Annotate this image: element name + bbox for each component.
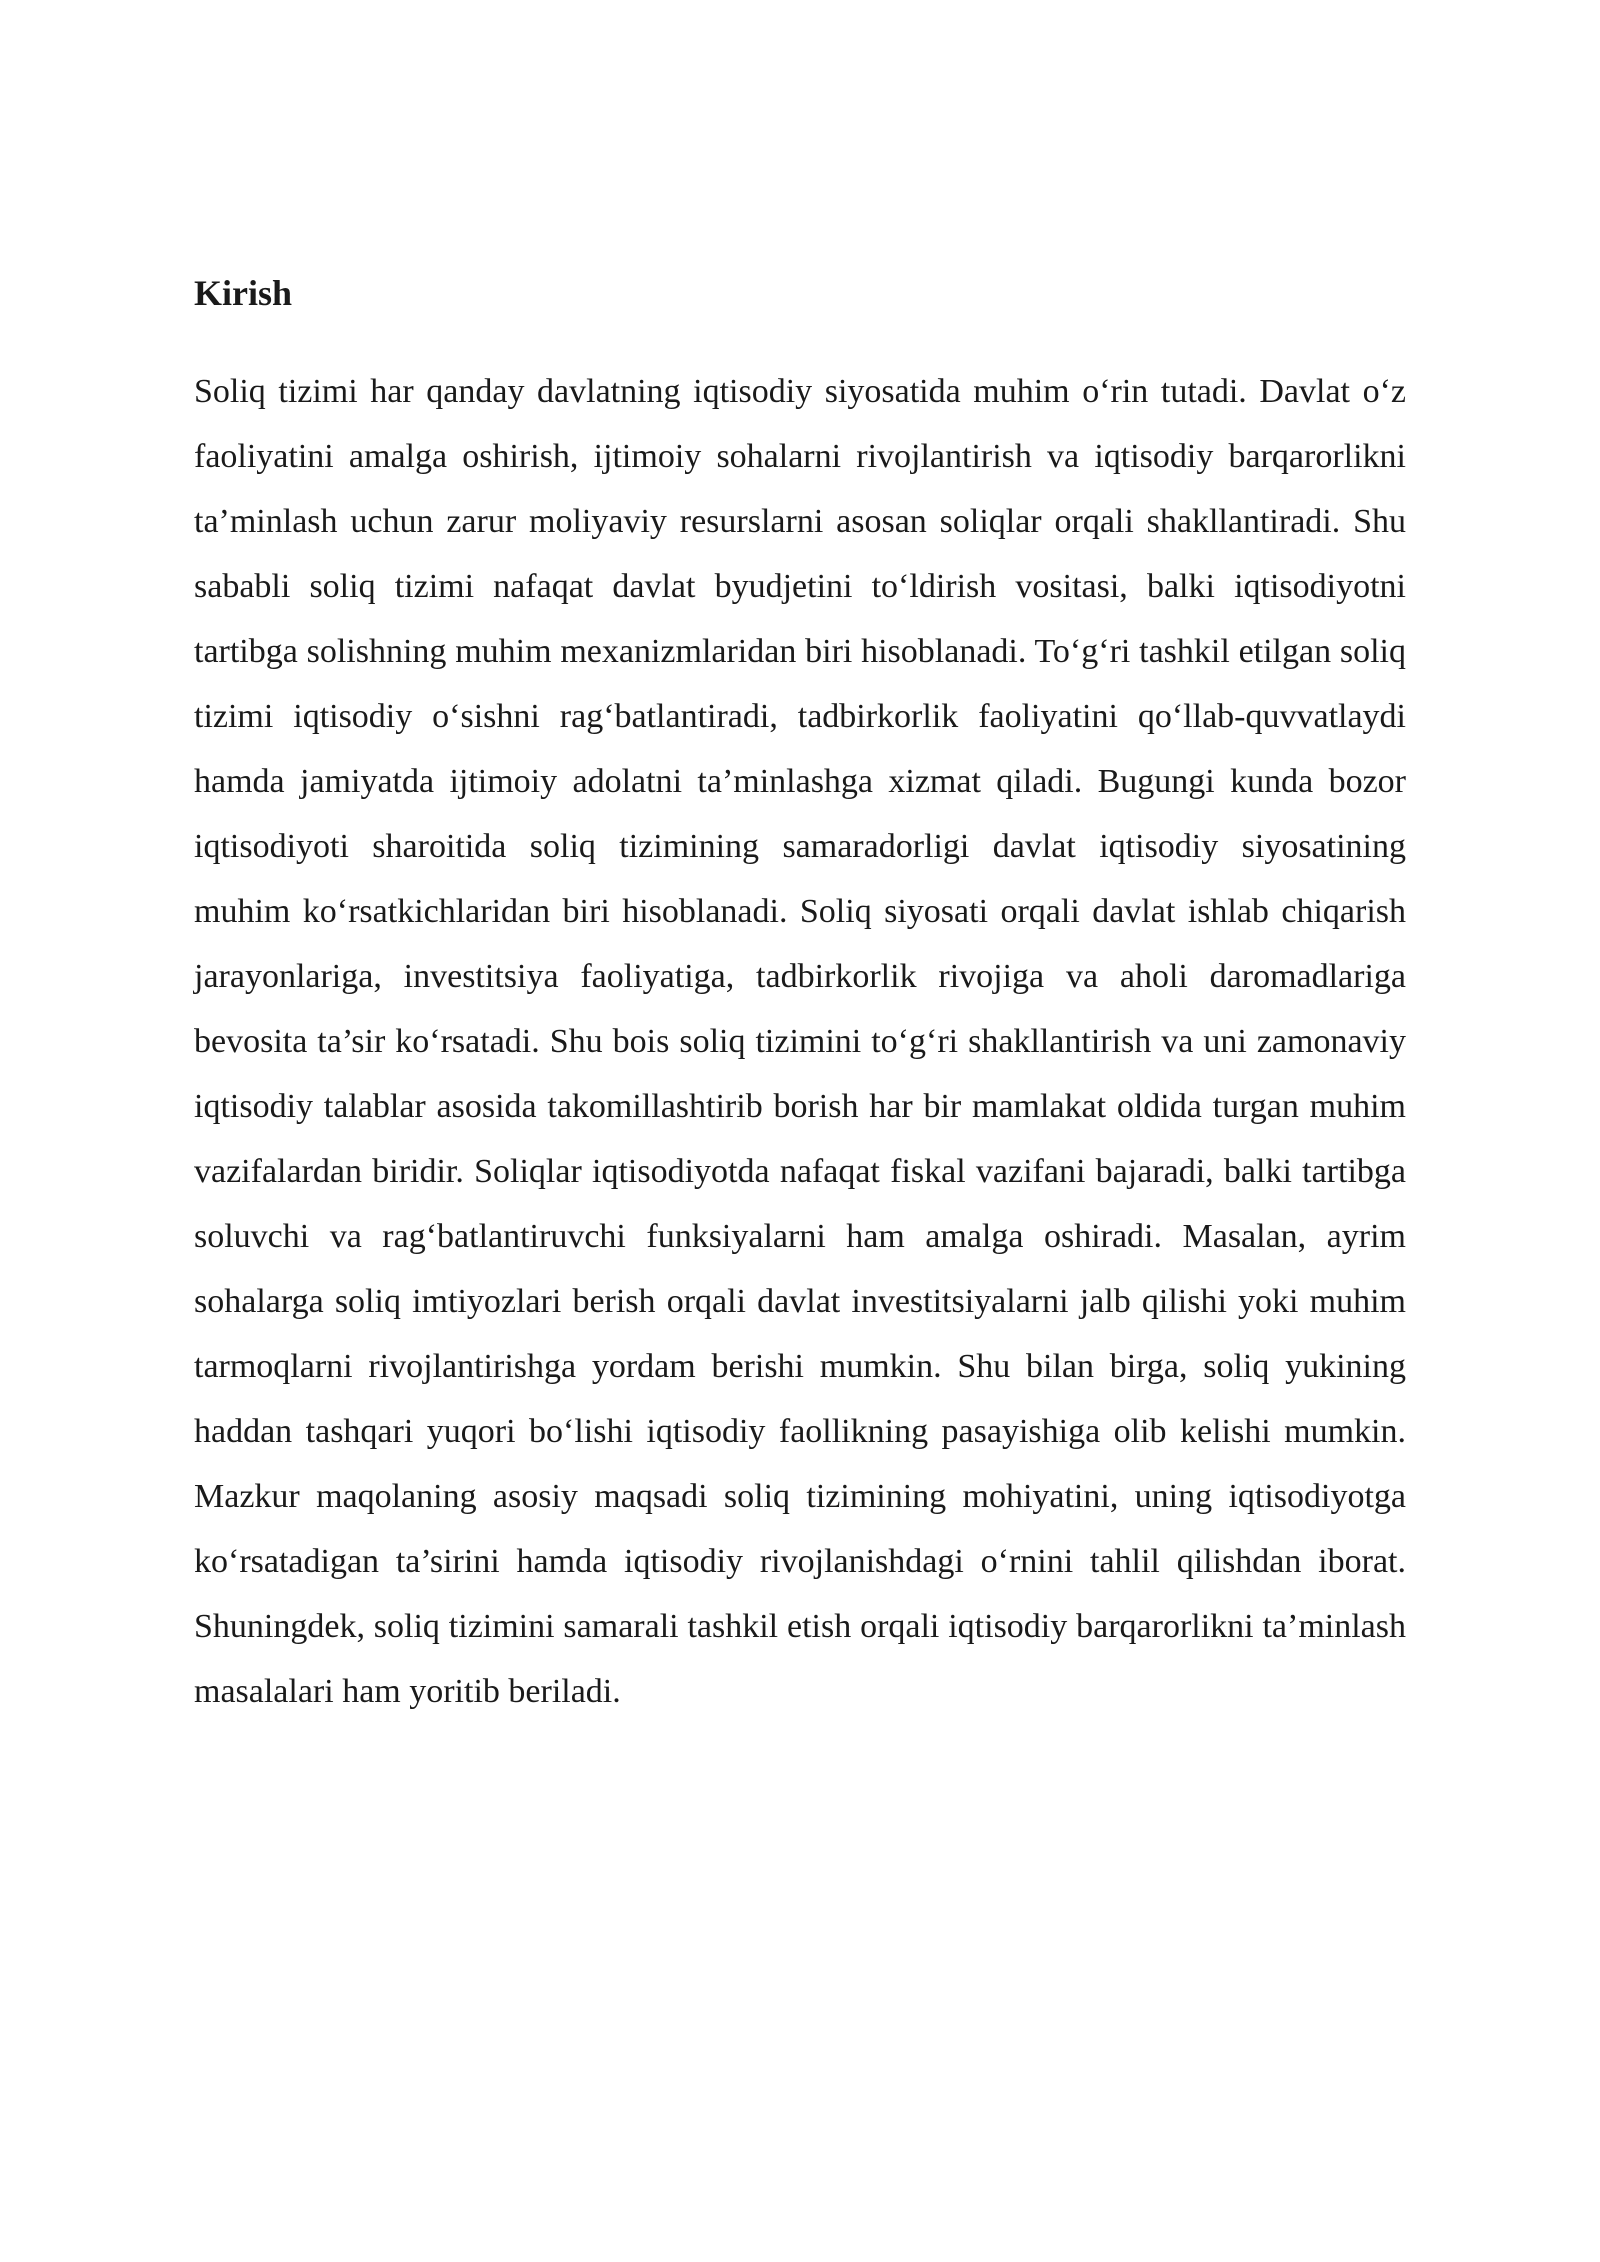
document-content bbox=[194, 270, 1406, 1724]
body-paragraph: Soliq tizimi har qanday davlatning iqtisodiy siyosatida muhim o‘rin tutadi. Davlat o‘z faoliyatini amalga oshirish, ijtimoiy sohalarni rivojlantirish va iqtisodiy barqarorlikni ta’minlash uchun zarur moliyaviy resurslarni asosan soliqlar orqali shakllantiradi. Shu sababli soliq tizimi nafaqat davlat byudjetini to‘ldirish vositasi, balki iqtisodiyotni tartibga solishning muhim mexanizmlaridan biri hisoblanadi. To‘g‘ri tashkil etilgan soliq tizimi iqtisodiy o‘sishni rag‘batlantiradi, tadbirkorlik faoliyatini qo‘llab-quvvatlaydi hamda jamiyatda ijtimoiy adolatni ta’minlashga xizmat qiladi. Bugungi kunda bozor iqtisodiyoti sharoitida soliq tizimining samaradorligi davlat iqtisodiy siyosatining muhim ko‘rsatkichlaridan biri hisoblanadi. Soliq siyosati orqali davlat ishlab chiqarish jarayonlariga, investitsiya faoliyatiga, tadbirkorlik rivojiga va aholi daromadlariga bevosita ta’sir ko‘rsatadi. Shu bois soliq tizimini to‘g‘ri shakllantirish va uni zamonaviy iqtisodiy talablar asosida takomillashtirib borish har bir mamlakat oldida turgan muhim vazifalardan biridir. Soliqlar iqtisodiyotda nafaqat fiskal vazifani bajaradi, balki tartibga soluvchi va rag‘batlantiruvchi funksiyalarni ham amalga oshiradi. Masalan, ayrim sohalarga soliq imtiyozlari berish orqali davlat investitsiyalarni jalb qilishi yoki muhim tarmoqlarni rivojlantirishga yordam berishi mumkin. Shu bilan birga, soliq yukining haddan tashqari yuqori bo‘lishi iqtisodiy faollikning pasayishiga olib kelishi mumkin. Mazkur maqolaning asosiy maqsadi soliq tizimining mohiyatini, uning iqtisodiyotga ko‘rsatadigan ta’sirini hamda iqtisodiy rivojlanishdagi o‘rnini tahlil qilishdan iborat. Shuningdek, soliq tizimini samarali tashkil etish orqali iqtisodiy barqarorlikni ta’minlash masalalari ham yoritib beriladi. bbox=[194, 372, 1406, 1710]
section-heading: Kirish bbox=[194, 273, 293, 313]
